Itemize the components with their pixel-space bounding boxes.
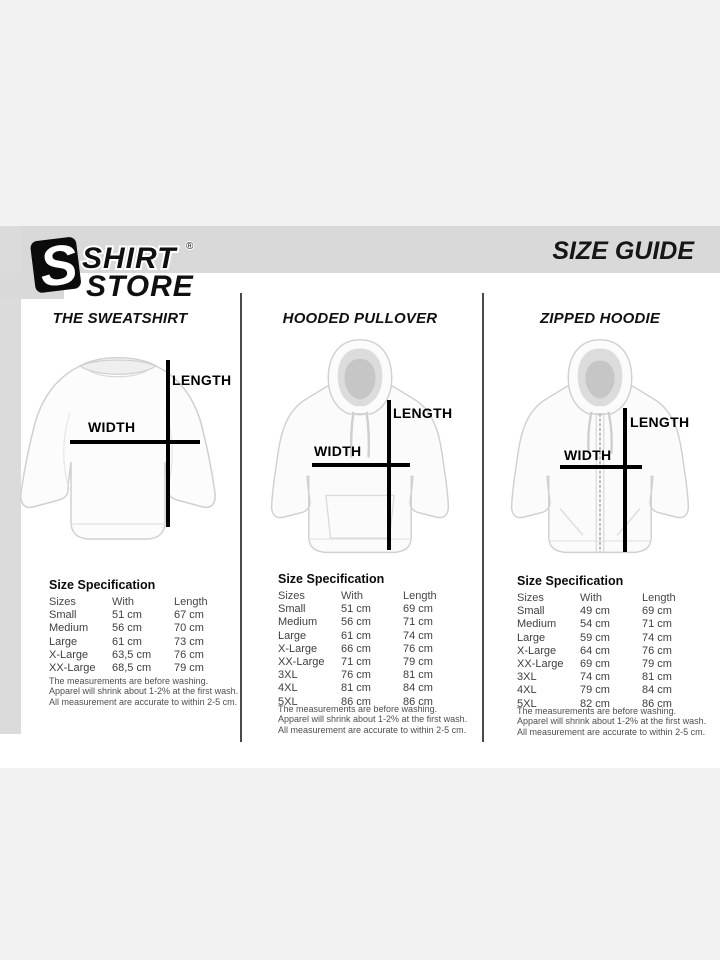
- note-line: The measurements are before washing.: [49, 676, 209, 686]
- length-measure-line: [623, 408, 627, 552]
- spec-heading: Size Specification: [49, 578, 156, 592]
- length-label: LENGTH: [172, 372, 232, 388]
- width-label: WIDTH: [564, 447, 612, 463]
- width-label: WIDTH: [88, 419, 136, 435]
- shirtstore-logo: [24, 227, 224, 303]
- width-label: WIDTH: [314, 443, 362, 459]
- spec-heading: Size Specification: [517, 574, 624, 588]
- header-width: With: [112, 596, 134, 608]
- table-header-row: [517, 592, 709, 605]
- header-sizes: Sizes: [49, 596, 76, 608]
- bottom-margin-band: [0, 768, 720, 960]
- header-sizes: Sizes: [517, 592, 544, 604]
- washing-notes: [517, 706, 706, 737]
- table-row: Small 51 cm 69 cm: [278, 603, 433, 616]
- header-width: With: [580, 592, 602, 604]
- table-row: Medium 56 cm 71 cm: [278, 616, 433, 629]
- note-line: The measurements are before washing.: [517, 706, 677, 716]
- table-row: 4XL 81 cm 84 cm: [278, 682, 433, 695]
- table-row: 4XL 79 cm 84 cm: [517, 684, 672, 697]
- width-measure-line: [560, 465, 642, 469]
- page-title: SIZE GUIDE: [552, 237, 694, 265]
- column-title: HOODED PULLOVER: [282, 310, 438, 327]
- table-row: 5XL 82 cm 86 cm: [517, 697, 672, 710]
- table-row: 3XL 74 cm 81 cm: [517, 671, 672, 684]
- length-label: LENGTH: [393, 405, 453, 421]
- column-hooded-pullover: [240, 300, 480, 760]
- table-row: 5XL 86 cm 86 cm: [278, 695, 433, 708]
- header-length: Length: [403, 590, 437, 602]
- table-row: X-Large 64 cm 76 cm: [517, 644, 672, 657]
- note-line: Apparel will shrink about 1-2% at the first wash.: [49, 686, 239, 697]
- width-measure-line: [70, 440, 200, 444]
- length-measure-line: [387, 400, 391, 550]
- washing-notes: [49, 676, 238, 707]
- table-row: X-Large 66 cm 76 cm: [278, 642, 433, 655]
- note-line: Apparel will shrink about 1-2% at the first wash.: [517, 716, 707, 727]
- width-measure-line: [312, 463, 410, 467]
- table-row: X-Large 63,5 cm 76 cm: [49, 648, 204, 661]
- table-row: Large 61 cm 73 cm: [49, 635, 204, 648]
- top-margin-band: [0, 0, 720, 226]
- logo-word-shirt: SHIRT: [82, 242, 177, 275]
- spec-heading: Size Specification: [278, 572, 385, 586]
- size-spec-table: [517, 574, 709, 711]
- length-label: LENGTH: [630, 414, 690, 430]
- column-zipped-hoodie: [480, 300, 720, 760]
- column-title: THE SWEATSHIRT: [52, 310, 188, 327]
- table-row: XX-Large 69 cm 79 cm: [517, 657, 672, 670]
- note-line: All measurement are accurate to within 2-5 cm.: [278, 724, 467, 735]
- size-spec-table: [49, 578, 229, 675]
- table-row: Small 49 cm 69 cm: [517, 605, 672, 618]
- table-row: Medium 56 cm 70 cm: [49, 622, 204, 635]
- header-sizes: Sizes: [278, 590, 305, 602]
- table-row: XX-Large 68,5 cm 79 cm: [49, 661, 204, 674]
- table-row: Large 59 cm 74 cm: [517, 631, 672, 644]
- column-title: ZIPPED HOODIE: [539, 310, 661, 327]
- column-sweatshirt: [0, 300, 240, 760]
- note-line: All measurement are accurate to within 2-5 cm.: [517, 726, 706, 737]
- logo-word-store: STORE: [86, 270, 194, 303]
- table-row: Small 51 cm 67 cm: [49, 609, 204, 622]
- note-line: Apparel will shrink about 1-2% at the first wash.: [278, 714, 468, 725]
- table-row: Medium 54 cm 71 cm: [517, 618, 672, 631]
- logo-trademark: ®: [186, 241, 194, 252]
- note-line: The measurements are before washing.: [278, 704, 438, 714]
- table-header-row: [49, 596, 229, 609]
- size-spec-table: [278, 572, 470, 709]
- header-length: Length: [174, 596, 208, 608]
- logo-monogram: S: [36, 231, 81, 299]
- logo-monogram-box: [29, 231, 82, 299]
- table-row: XX-Large 71 cm 79 cm: [278, 655, 433, 668]
- header-width: With: [341, 590, 363, 602]
- table-row: 3XL 76 cm 81 cm: [278, 669, 433, 682]
- table-row: Large 61 cm 74 cm: [278, 629, 433, 642]
- washing-notes: [278, 704, 467, 735]
- note-line: All measurement are accurate to within 2-5 cm.: [49, 696, 238, 707]
- table-header-row: [278, 590, 470, 603]
- header-length: Length: [642, 592, 676, 604]
